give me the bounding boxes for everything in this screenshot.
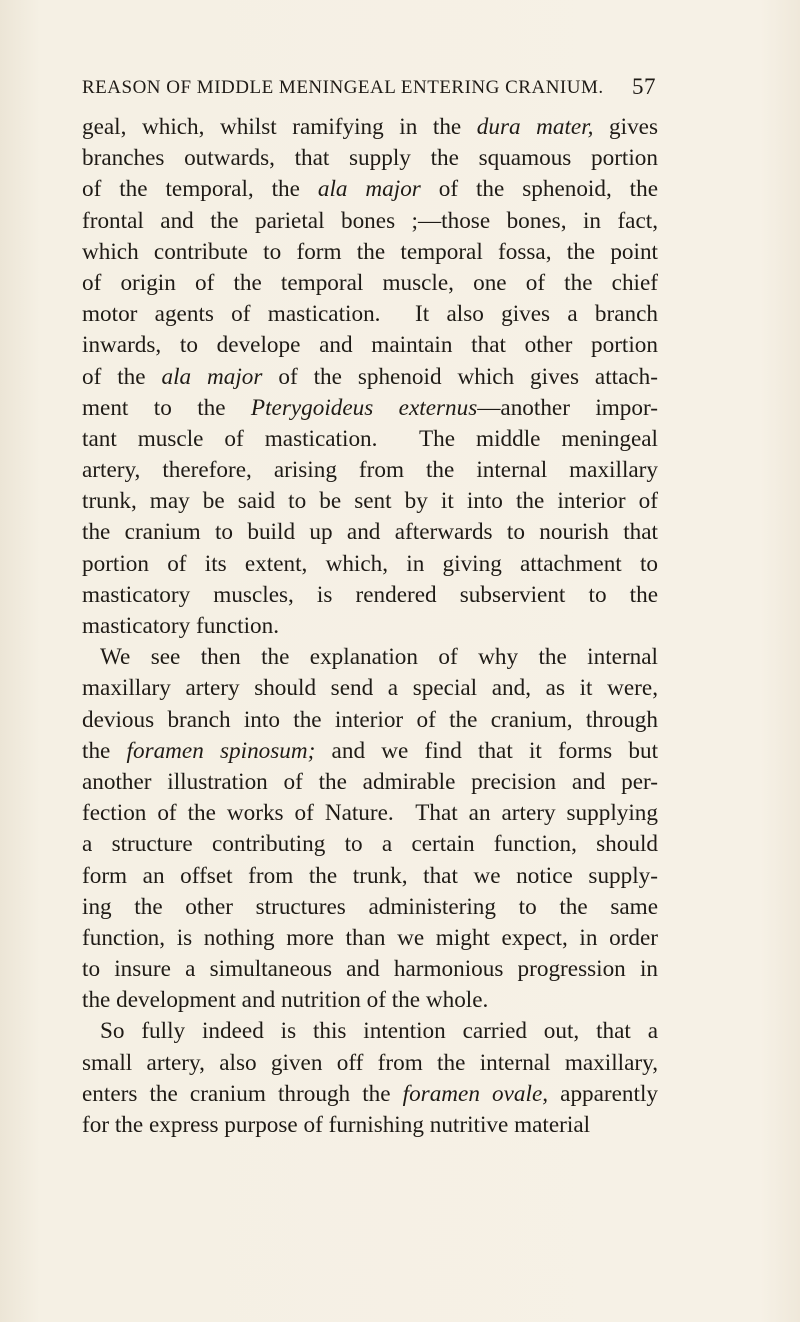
text-run: So fully indeed is this intention carried out, that a <box>100 1018 658 1045</box>
text-line <box>82 829 658 860</box>
text-run: a structure contributing to a certain function, should <box>82 831 658 858</box>
text-run: which contribute to form the temporal fossa, the point <box>82 238 658 265</box>
text-run: ing the other structures administering to the same <box>82 893 658 920</box>
text-line <box>82 1110 658 1141</box>
text-line <box>82 206 658 237</box>
text-run: of the sphenoid which gives attach- <box>262 363 658 390</box>
text-line <box>82 1048 658 1079</box>
text-run: masticatory muscles, is rendered subservient to the <box>82 581 658 608</box>
text-run: form an offset from the trunk, that we notice supply- <box>82 862 658 889</box>
text-line <box>82 174 658 205</box>
body-text <box>82 112 658 1141</box>
text-run: We see then the explanation of why the internal <box>100 644 658 671</box>
text-run: inwards, to develope and maintain that other portion <box>82 332 658 359</box>
text-line <box>82 705 658 736</box>
italic-term: dura mater, <box>476 114 594 140</box>
text-line <box>82 611 658 642</box>
text-line <box>82 1016 658 1047</box>
text-line <box>82 393 658 424</box>
italic-term: ala major <box>317 176 421 203</box>
italic-term: foramen spinosum; <box>126 737 316 764</box>
text-run: motor agents of mastication. It also gives a branch <box>82 301 658 328</box>
text-line <box>82 455 658 486</box>
running-title: REASON OF MIDDLE MENINGEAL ENTERING CRANIUM. <box>82 77 604 98</box>
text-run: for the express purpose of furnishing nutritive material <box>82 1112 591 1138</box>
text-line <box>82 642 658 673</box>
text-run: masticatory function. <box>82 613 280 639</box>
text-run: trunk, may be said to be sent by it into the interior of <box>82 488 658 515</box>
text-run: to insure a simultaneous and harmonious progression in <box>82 956 658 983</box>
text-line <box>82 673 658 704</box>
text-run: the <box>82 737 127 764</box>
text-run: geal, which, whilst ramifying in the <box>82 114 477 140</box>
text-line <box>82 798 658 829</box>
text-run: the development and nutrition of the whole. <box>82 987 489 1014</box>
text-line <box>82 424 658 455</box>
running-head <box>82 74 656 107</box>
text-run: fection of the works of Nature. That an artery supplying <box>82 800 658 827</box>
text-line <box>82 486 658 517</box>
text-line <box>82 330 658 361</box>
page-number: 57 <box>632 74 656 99</box>
italic-term: Pterygoideus externus <box>250 394 478 421</box>
text-run: small artery, also given off from the internal maxillary, <box>82 1049 658 1076</box>
text-run: of origin of the temporal muscle, one of the chief <box>82 269 658 296</box>
text-line <box>82 268 658 299</box>
text-line <box>82 767 658 798</box>
text-run: frontal and the parietal bones ;—those bones, in fact, <box>82 207 658 234</box>
text-line <box>82 549 658 580</box>
text-line <box>82 299 658 330</box>
text-run: ment to the <box>82 394 251 421</box>
italic-term: ala major <box>161 363 263 390</box>
text-run: maxillary artery should send a special and, as it were, <box>82 675 658 702</box>
text-line <box>82 143 658 174</box>
text-run: of the temporal, the <box>82 176 318 203</box>
text-line <box>82 861 658 892</box>
text-run: and we find that it forms but <box>315 737 659 764</box>
text-line <box>82 985 658 1016</box>
italic-term: foramen ovale, <box>402 1080 549 1107</box>
text-run: portion of its extent, which, in giving attachment to <box>82 550 658 577</box>
text-line <box>82 517 658 548</box>
text-line <box>82 954 658 985</box>
text-run: another illustration of the admirable precision and per- <box>82 768 658 795</box>
text-run: of the <box>82 363 162 390</box>
text-run: devious branch into the interior of the cranium, through <box>82 706 658 733</box>
text-run: function, is nothing more than we might expect, in order <box>82 924 658 951</box>
text-run: apparently <box>548 1080 659 1107</box>
text-line <box>82 580 658 611</box>
text-run: enters the cranium through the <box>82 1080 403 1107</box>
text-run: —another impor- <box>477 394 658 421</box>
text-line <box>82 237 658 268</box>
text-line <box>82 923 658 954</box>
text-line <box>82 892 658 923</box>
text-run: the cranium to build up and afterwards to nourish that <box>82 519 658 546</box>
text-line <box>82 112 658 143</box>
text-line <box>82 736 658 767</box>
text-line <box>82 1079 658 1110</box>
text-run: branches outwards, that supply the squamous portion <box>82 145 658 172</box>
text-run: artery, therefore, arising from the internal maxillary <box>82 457 658 484</box>
text-run: of the sphenoid, the <box>420 176 659 203</box>
text-run: tant muscle of mastication. The middle meningeal <box>82 425 658 452</box>
text-line <box>82 362 658 393</box>
text-run: gives <box>593 114 658 140</box>
